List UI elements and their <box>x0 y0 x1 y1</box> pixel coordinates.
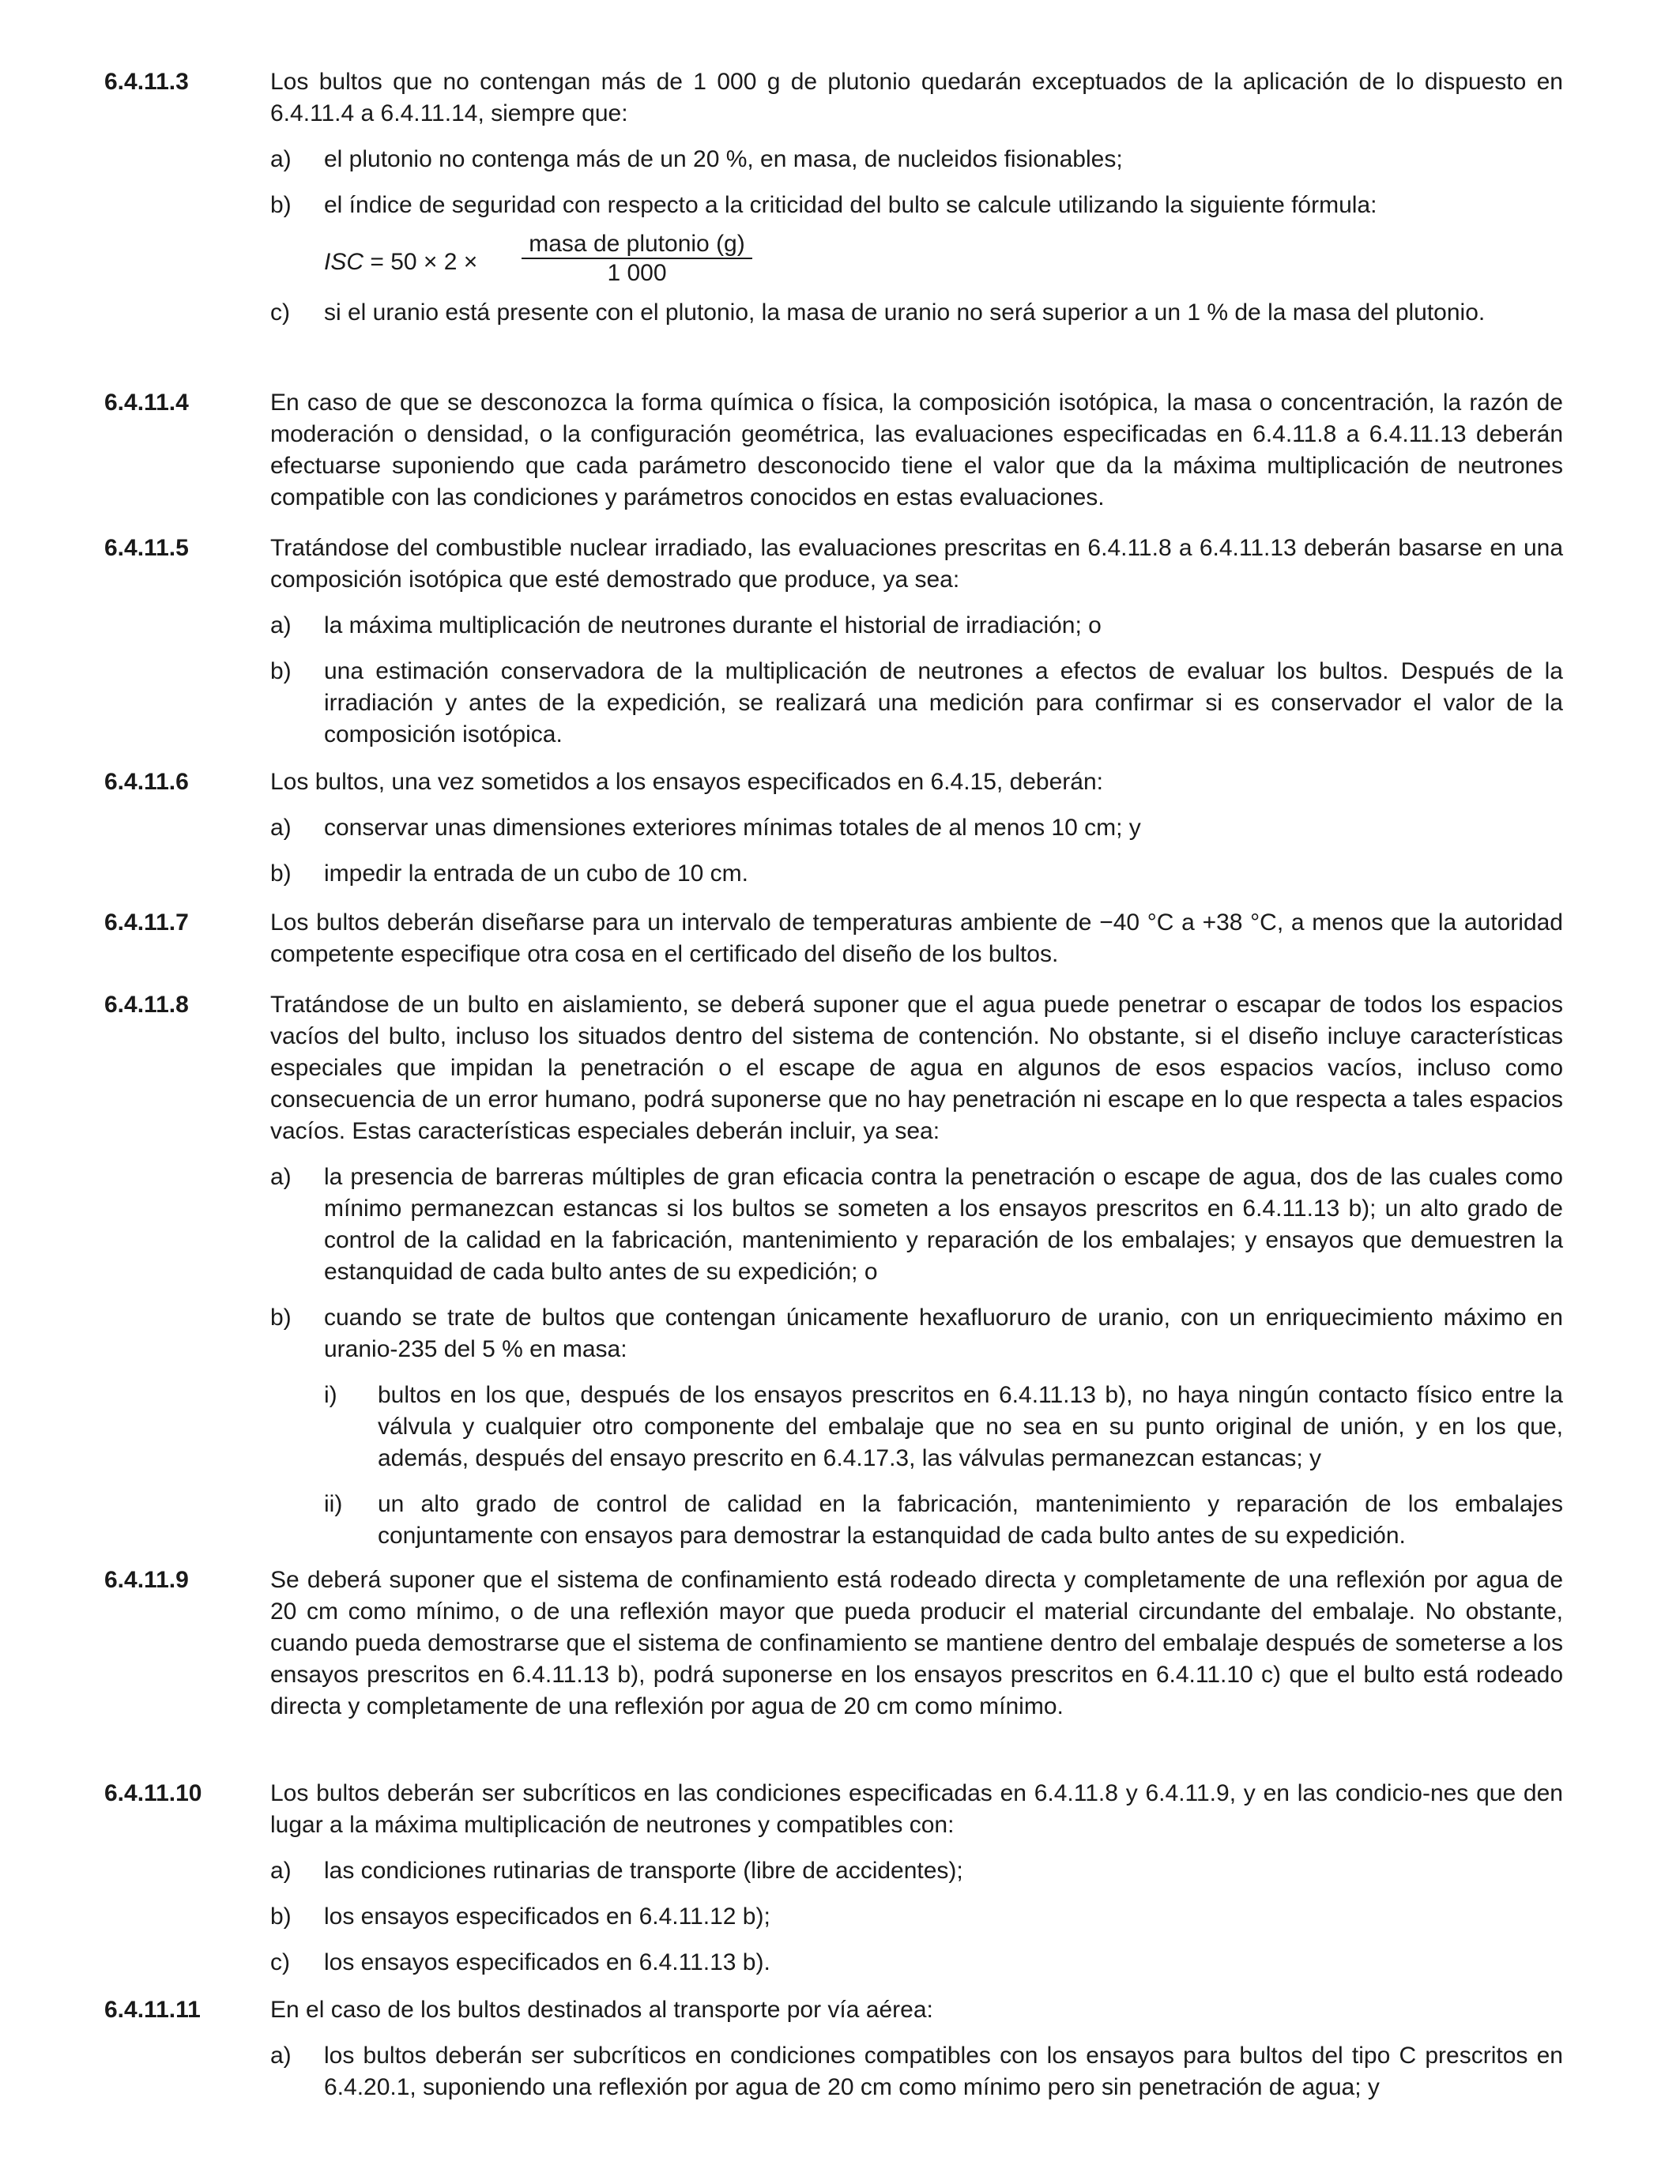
formula-fraction <box>520 231 754 288</box>
section-paragraph: En el caso de los bultos destinados al transporte por vía aérea: <box>270 1997 933 2023</box>
list-item <box>270 1162 1563 1288</box>
item-text: cuando se trate de bultos que contengan únicamente hexafluoruro de uranio, con un enriquecimiento máximo en uranio-235 del 5 % en masa: <box>324 1305 1563 1362</box>
section-6-4-11-9 <box>104 1565 1563 1723</box>
section-paragraph: Se deberá suponer que el sistema de confinamiento está rodeado directa y completamente de una reflexión por agua de 20 cm como mínimo, o de una reflexión mayor que pueda producir el material circundante del embalaje. No obstante, cuando pueda demostrarse que el sistema de confinamiento se mantiene dentro del embalaje después de someterse a los ensayos prescritos en 6.4.11.13 b), podrá suponerse en los ensayos prescritos en 6.4.11.10 c) que el bulto está rodeado directa y completamente de una reflexión por agua de 20 cm como mínimo. <box>270 1567 1563 1719</box>
list-item <box>270 812 1563 844</box>
section-6-4-11-6 <box>104 766 1563 890</box>
isc-formula <box>324 231 1563 288</box>
section-6-4-11-3 <box>104 66 1563 329</box>
list-item <box>270 144 1563 175</box>
item-text: una estimación conservadora de la multiplicación de neutrones a efectos de evaluar los bultos. Después de la irradiación y antes de la expedición, se realizará una medición para confirmar si es conservador el valor de la composición isotópica. <box>324 658 1563 747</box>
section-paragraph: Los bultos que no contengan más de 1 000 g de plutonio quedarán exceptuados de la aplicación de lo dispuesto en 6.4.11.4 a 6.4.11.14, siempre que: <box>270 69 1563 126</box>
formula-numerator: masa de plutonio (g) <box>529 231 745 257</box>
item-label: b) <box>270 1305 292 1331</box>
section-paragraph: Los bultos, una vez sometidos a los ensayos especificados en 6.4.15, deberán: <box>270 769 1103 795</box>
item-label: b) <box>270 658 292 684</box>
subitem-text: un alto grado de control de calidad en la fabricación, mantenimiento y reparación de los embalajes conjuntamente con ensayos para demostrar la estanquidad de cada bulto antes de su expedición. <box>378 1491 1563 1549</box>
section-6-4-11-10 <box>104 1778 1563 1979</box>
item-text: si el uranio está presente con el plutonio, la masa de uranio no será superior a un 1 % de la masa del plutonio. <box>324 299 1486 326</box>
item-label: a) <box>270 815 292 841</box>
formula-lhs <box>324 247 477 278</box>
section-number: 6.4.11.4 <box>104 390 189 416</box>
item-text: los ensayos especificados en 6.4.11.13 b). <box>324 1949 770 1975</box>
list-item <box>270 610 1563 642</box>
item-label: a) <box>270 612 292 638</box>
subitem-text: bultos en los que, después de los ensayos prescritos en 6.4.11.13 b), no haya ningún contacto físico entre la válvula y cualquier otro componente del embalaje que no sea en su punto original de unión, y en los que, además, después del ensayo prescrito en 6.4.17.3, las válvulas permanezcan estancas; y <box>378 1382 1563 1471</box>
section-paragraph: Los bultos deberán ser subcríticos en las condiciones especificadas en 6.4.11.8 y 6.4.11.9, y en las condicio-nes que den lugar a la máxima multiplicación de neutrones y compatibles con: <box>270 1780 1563 1838</box>
section-6-4-11-4 <box>104 387 1563 514</box>
section-number: 6.4.11.6 <box>104 769 189 795</box>
item-text: los ensayos especificados en 6.4.11.12 b); <box>324 1903 770 1930</box>
item-text: la presencia de barreras múltiples de gran eficacia contra la penetración o escape de agua, dos de las cuales como mínimo permanezcan estancas si los bultos se someten a los ensayos prescritos en 6.4.11.13 b); un alto grado de control de la calidad en la fabricación, mantenimiento y reparación de los embalajes; y ensayos que demuestren la estanquidad de cada bulto antes de su expedición; o <box>324 1164 1563 1285</box>
list-item <box>270 656 1563 751</box>
formula-factors: = 50 × 2 × <box>363 249 478 275</box>
item-label: b) <box>270 860 292 887</box>
section-number: 6.4.11.8 <box>104 992 189 1018</box>
item-text: el índice de seguridad con respecto a la criticidad del bulto se calcule utilizando la siguiente fórmula: <box>324 192 1377 218</box>
section-number: 6.4.11.11 <box>104 1997 201 2023</box>
item-label: c) <box>270 1949 290 1975</box>
section-number: 6.4.11.10 <box>104 1780 202 1806</box>
item-label: a) <box>270 2043 292 2069</box>
section-number: 6.4.11.3 <box>104 69 189 95</box>
item-text: la máxima multiplicación de neutrones durante el historial de irradiación; o <box>324 612 1102 638</box>
item-label: a) <box>270 1164 292 1190</box>
list-item <box>270 2040 1563 2103</box>
item-label: a) <box>270 146 292 172</box>
section-paragraph: Tratándose de un bulto en aislamiento, se deberá suponer que el agua puede penetrar o escapar de todos los espacios vacíos del bulto, incluso los situados dentro del sistema de contención. No obstante, si el diseño incluye características especiales que impidan la penetración o el escape de agua en algunos de esos espacios vacíos, incluso como consecuencia de un error humano, podrá suponerse que no hay penetración ni escape en lo que respecta a tales espacios vacíos. Estas características especiales deberán incluir, ya sea: <box>270 992 1563 1144</box>
section-number: 6.4.11.5 <box>104 535 189 561</box>
subitem-label: i) <box>324 1382 337 1408</box>
item-label: b) <box>270 1903 292 1930</box>
section-number: 6.4.11.7 <box>104 909 189 936</box>
sub-list-item <box>324 1380 1563 1474</box>
list-item <box>270 1901 1563 1933</box>
section-paragraph: Los bultos deberán diseñarse para un intervalo de temperaturas ambiente de −40 °C a +38 °C, a menos que la autoridad competente especifique otra cosa en el certificado del diseño de los bultos. <box>270 909 1563 967</box>
formula-denominator: 1 000 <box>607 260 667 286</box>
item-text: los bultos deberán ser subcríticos en condiciones compatibles con los ensayos para bultos del tipo C prescritos en 6.4.20.1, suponiendo una reflexión por agua de 20 cm como mínimo pero sin penetración de agua; y <box>324 2043 1563 2100</box>
section-paragraph: Tratándose del combustible nuclear irradiado, las evaluaciones prescritas en 6.4.11.8 a 6.4.11.13 deberán basarse en una composición isotópica que esté demostrado que produce, ya sea: <box>270 535 1563 593</box>
section-6-4-11-7 <box>104 907 1563 970</box>
list-item <box>270 297 1563 329</box>
item-label: c) <box>270 299 290 326</box>
section-paragraph: En caso de que se desconozca la forma química o física, la composición isotópica, la masa o concentración, la razón de moderación o densidad, o la configuración geométrica, las evaluaciones especificadas en 6.4.11.8 a 6.4.11.13 deberán efectuarse suponiendo que cada parámetro desconocido tiene el valor que da la máxima multiplicación de neutrones compatible con las condiciones y parámetros conocidos en estas evaluaciones. <box>270 390 1563 510</box>
section-6-4-11-11 <box>104 1994 1563 2103</box>
section-6-4-11-5 <box>104 533 1563 751</box>
subitem-label: ii) <box>324 1491 343 1517</box>
formula-variable: ISC <box>324 249 364 275</box>
list-item <box>270 858 1563 890</box>
sub-list-item <box>324 1489 1563 1552</box>
item-label: a) <box>270 1858 292 1884</box>
section-number: 6.4.11.9 <box>104 1567 189 1593</box>
item-label: b) <box>270 192 292 218</box>
section-6-4-11-8 <box>104 989 1563 1552</box>
list-item <box>270 190 1563 221</box>
list-item <box>270 1947 1563 1979</box>
list-item <box>270 1302 1563 1552</box>
item-text: conservar unas dimensiones exteriores mínimas totales de al menos 10 cm; y <box>324 815 1141 841</box>
item-text: las condiciones rutinarias de transporte (libre de accidentes); <box>324 1858 963 1884</box>
item-text: el plutonio no contenga más de un 20 %, en masa, de nucleidos fisionables; <box>324 146 1123 172</box>
item-text: impedir la entrada de un cubo de 10 cm. <box>324 860 748 887</box>
list-item <box>270 1855 1563 1887</box>
